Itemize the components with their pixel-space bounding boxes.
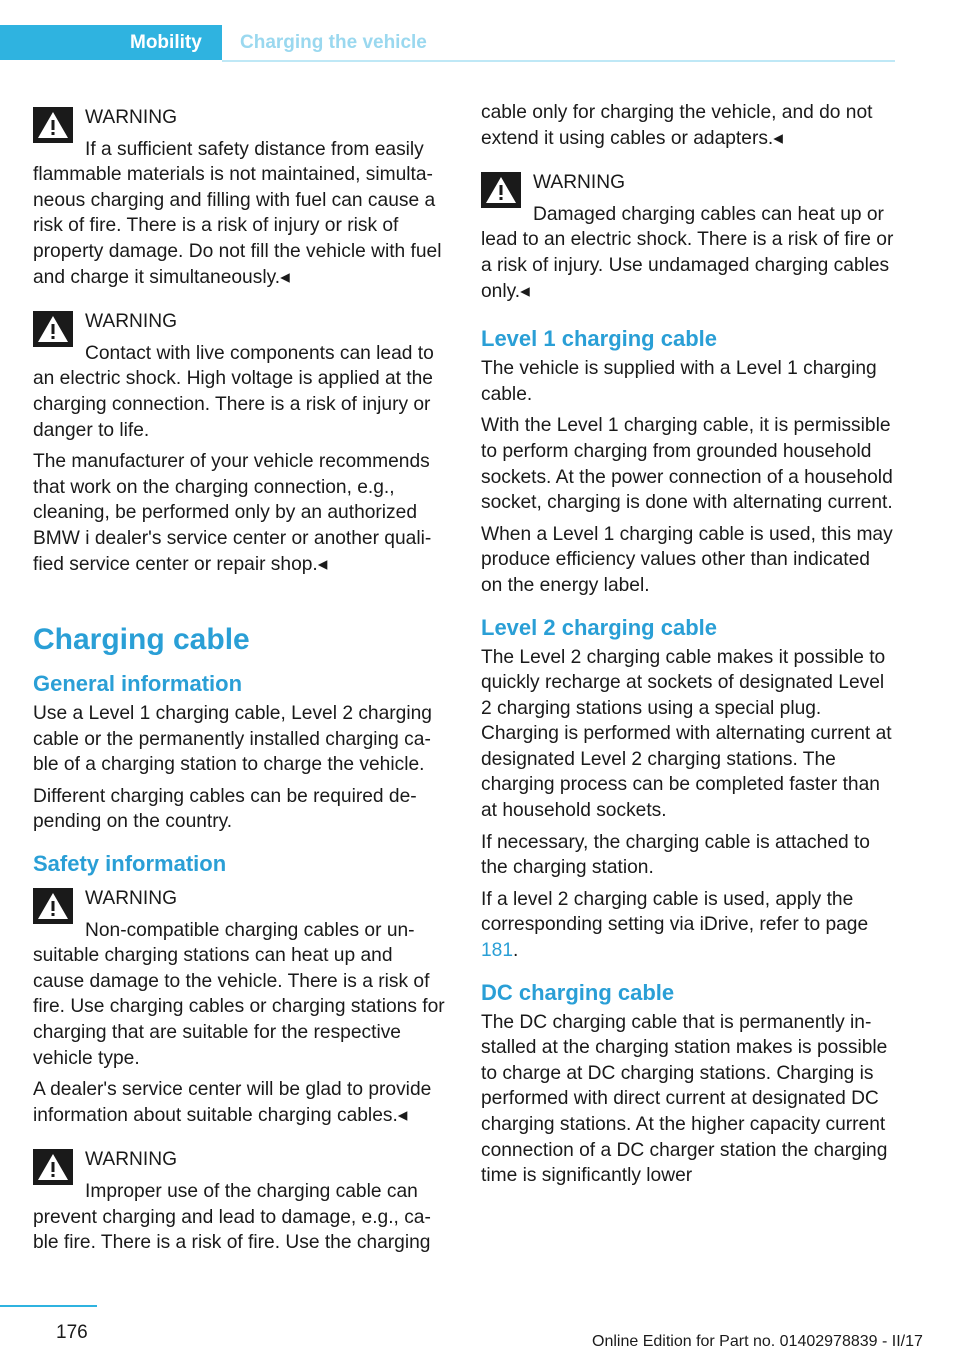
section-heading: Charging cable — [33, 623, 250, 657]
section-label: Mobility — [130, 32, 202, 53]
paragraph: Different charging cables can be required depending on the country. — [33, 785, 417, 833]
warning-text: Contact with live components can lead to an electric shock. High voltage is applied at the charging connection. There is a risk of injury or danger to life. — [33, 342, 434, 441]
subsection-heading: Level 1 charging cable — [481, 326, 717, 352]
warning-triangle-icon — [481, 172, 521, 208]
paragraph: If necessary, the charging cable is attached to the charging station. — [481, 831, 870, 879]
warning-text: Improper use of the charging cable can prevent charging and lead to damage, e.g., cable fire. There is a risk of fire. Use the charging — [33, 1181, 431, 1254]
warning-triangle-icon — [33, 888, 73, 924]
warning-label: WARNING — [85, 311, 178, 333]
warning-block — [33, 881, 448, 1071]
warning-block — [33, 1142, 448, 1255]
warning-text: If a sufficient safety distance from easily flammable materials is not maintained, simultaneous charging and filling with fuel can cause a risk of fire. There is a risk of injury or risk of property damage. Do not fill the vehicle with fuel and charge it simultaneously.◂ — [33, 138, 442, 288]
paragraph: When a Level 1 charging cable is used, this may produce efficiency values other than indicated on the energy label. — [481, 523, 893, 596]
warning-text: Damaged charging cables can heat up or lead to an electric shock. There is a risk of fire or a risk of injury. Use undamaged charging cables only.◂ — [481, 203, 894, 302]
subsection-heading: Level 2 charging cable — [481, 614, 717, 640]
paragraph: The vehicle is supplied with a Level 1 charging cable. — [481, 358, 877, 405]
page-number: 176 — [56, 1322, 88, 1343]
paragraph-text: . — [513, 940, 519, 962]
warning-block — [481, 165, 896, 304]
warning-label: WARNING — [85, 888, 178, 910]
page-reference-link[interactable]: 181 — [481, 940, 514, 962]
paragraph: cable only for charging the vehicle, and do not extend it using cables or adapters.◂ — [481, 102, 873, 149]
paragraph: The manufacturer of your vehicle recommends that work on the charging connection, e.g., cleaning, be performed only by an authorized BMW i dealer's service center or another qualified service center or repair shop.◂ — [33, 451, 432, 575]
paragraph-text: If a level 2 charging cable is used, apply the corresponding setting via iDrive, refer to page — [481, 888, 869, 936]
paragraph: A dealer's service center will be glad to provide information about suitable charging cables.◂ — [33, 1079, 432, 1126]
paragraph: With the Level 1 charging cable, it is permissible to perform charging from grounded household sockets. At the power connection of a household socket, charging is done with alternating current. — [481, 415, 893, 514]
warning-text: Non-compatible charging cables or unsuitable charging stations can heat up and cause damage to the vehicle. There is a risk of fire. Use charging cables or charging stations for charging that are suitable for the respective vehicle type. — [33, 919, 445, 1069]
warning-triangle-icon — [33, 311, 73, 347]
warning-triangle-icon — [33, 107, 73, 143]
right-column — [481, 100, 896, 1195]
paragraph — [481, 887, 896, 964]
warning-label: WARNING — [85, 107, 178, 128]
section-tab[interactable] — [0, 25, 222, 60]
warning-block — [33, 304, 448, 443]
warning-triangle-icon — [33, 1149, 73, 1185]
warning-block — [33, 100, 448, 290]
left-column — [33, 100, 448, 1262]
paragraph: The Level 2 charging cable makes it possible to quickly recharge at sockets of designated Level 2 charging stations using a special plug. Charging is performed with alternating current at designated Level 2 charging stations. The charging process can be completed faster than at household sockets. — [481, 646, 892, 822]
subsection-heading: Safety information — [33, 851, 227, 877]
warning-label: WARNING — [85, 1149, 178, 1171]
warning-label: WARNING — [533, 172, 626, 194]
footer-rule — [0, 1305, 97, 1307]
chapter-title: Charging the vehicle — [240, 32, 427, 53]
paragraph: Use a Level 1 charging cable, Level 2 charging cable or the permanently installed charging cable of a charging station to charge the vehicle. — [33, 703, 432, 776]
page-header — [0, 25, 895, 62]
edition-note: Online Edition for Part no. 01402978839 - II/17 — [592, 1333, 923, 1350]
paragraph: The DC charging cable that is permanently installed at the charging station makes is possible to charge at DC charging stations. Charging is performed with direct current at designated DC charging stations. At the higher capacity current connection of a DC charger station the charging time is significantly lower — [481, 1011, 888, 1187]
header-rule — [222, 60, 895, 62]
subsection-heading: DC charging cable — [481, 979, 675, 1005]
subsection-heading: General information — [33, 671, 243, 697]
